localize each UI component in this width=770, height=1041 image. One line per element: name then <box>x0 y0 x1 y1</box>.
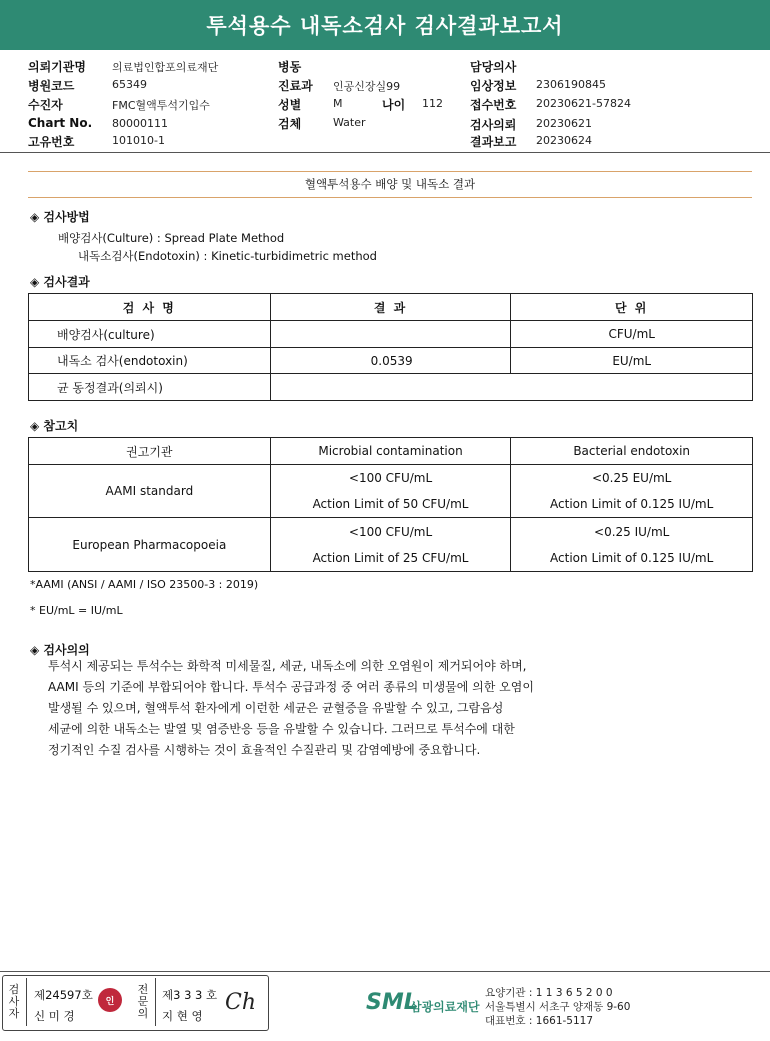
results-header-row <box>29 294 753 321</box>
header-label-ward: 병동 <box>278 60 302 74</box>
result-value-identification <box>270 374 752 401</box>
significance-line: 발생될 수 있으며, 혈액투석 환자에게 이런한 세균은 균혈증을 유발할 수 있고, 그람음성 <box>48 701 504 715</box>
results-col-result: 결 과 <box>270 294 511 321</box>
header-label-doctor: 담당의사 <box>470 60 517 74</box>
reference-micro-aami-limit: <100 CFU/mL <box>348 471 433 485</box>
report-title: 투석용수 내독소검사 검사결과보고서 <box>206 14 564 38</box>
header-value-patient: FMC혈액투석기입수 <box>112 99 210 112</box>
results-heading: ◈ 검사결과 <box>30 275 90 289</box>
result-value-endotoxin: 0.0539 <box>270 348 511 374</box>
table-row <box>29 321 753 348</box>
header-value-hospital-code: 65349 <box>112 78 147 91</box>
significance-line: 세균에 의한 내독소는 발열 및 염증반응 등을 유발할 수 있습니다. 그러므로 투석수에 대한 <box>48 722 515 736</box>
header-value-request-date: 20230621 <box>536 117 592 130</box>
header-value-institution: 의료법인합포의료재단 <box>112 61 219 74</box>
header-label-report-date: 결과보고 <box>470 135 517 149</box>
reviewer-separator <box>155 978 156 1026</box>
header-divider <box>0 152 770 153</box>
reference-endo-ep-limit: <0.25 IU/mL <box>594 524 670 539</box>
contact-phone: 대표번호 : 1661-5117 <box>485 1015 594 1027</box>
org-name: 삼광의료재단 <box>410 1000 480 1014</box>
reviewer-label: 전문의 <box>137 983 149 1020</box>
reference-micro-ep <box>270 518 511 572</box>
reviewer-name: 지 현 영 <box>162 1009 203 1023</box>
table-row <box>29 518 753 572</box>
header-label-department: 진료과 <box>278 79 313 93</box>
contact-address: 서울특별시 서초구 양재동 9-60 <box>485 1001 631 1013</box>
header-value-sex: M <box>333 97 343 110</box>
table-row <box>29 348 753 374</box>
result-name-culture: 배양검사(culture) <box>29 321 271 348</box>
contact-institution-code: 요양기관 : 1 1 3 6 5 2 0 0 <box>485 987 613 999</box>
header-value-clinical-info: 2306190845 <box>536 78 606 91</box>
reference-endo-ep <box>511 518 753 572</box>
reference-micro-aami-action: Action Limit of 50 CFU/mL <box>312 497 469 511</box>
header-value-chart-no: 80000111 <box>112 117 168 130</box>
significance-line: 정기적인 수질 검사를 시행하는 것이 효율적인 수질관리 및 감염예방에 중요합니다. <box>48 743 481 757</box>
results-table <box>28 293 753 401</box>
result-value-culture <box>270 321 511 348</box>
header-label-clinical-info: 임상정보 <box>470 79 517 93</box>
result-name-identification: 균 동정결과(의뢰시) <box>29 374 271 401</box>
significance-text <box>48 656 534 761</box>
reference-table <box>28 437 753 572</box>
subtitle-rule-bottom <box>28 197 752 198</box>
tester-separator <box>26 978 27 1026</box>
reviewer-signature: Ch <box>225 990 257 1015</box>
sml-logo: SML <box>366 990 418 1015</box>
table-row <box>29 374 753 401</box>
result-unit-culture: CFU/mL <box>511 321 753 348</box>
significance-line: 투석시 제공되는 투석수는 화학적 미세물질, 세균, 내독소에 의한 오염원이 제거되어야 하며, <box>48 659 527 673</box>
reviewer-license: 제3 3 3 호 <box>162 988 218 1002</box>
header-label-unique-no: 고유번호 <box>28 135 75 149</box>
reference-heading: ◈ 참고치 <box>30 419 79 433</box>
method-endotoxin: 내독소검사(Endotoxin) : Kinetic-turbidimetric method <box>78 249 377 263</box>
header-label-specimen: 검체 <box>278 117 302 131</box>
reference-endo-aami <box>511 465 753 518</box>
reference-col-org: 권고기관 <box>29 438 271 465</box>
significance-heading: ◈ 검사의의 <box>30 643 90 657</box>
reference-micro-aami <box>270 465 511 518</box>
method-culture: 배양검사(Culture) : Spread Plate Method <box>58 231 285 245</box>
reference-endo-ep-action: Action Limit of 0.125 IU/mL <box>550 550 714 565</box>
header-value-report-date: 20230624 <box>536 134 592 147</box>
reference-org-ep: European Pharmacopoeia <box>29 518 271 572</box>
method-heading: ◈ 검사방법 <box>30 210 90 224</box>
tester-name: 신 미 경 <box>34 1009 75 1023</box>
tester-label: 검사자 <box>8 983 20 1020</box>
reference-col-micro: Microbial contamination <box>270 438 511 465</box>
header-label-patient: 수진자 <box>28 98 63 112</box>
reference-org-aami: AAMI standard <box>29 465 271 518</box>
header-value-department: 인공신장실99 <box>333 80 401 93</box>
reference-endo-aami-limit: <0.25 EU/mL <box>591 471 672 485</box>
tester-stamp: 인 <box>98 988 122 1012</box>
header-label-request-date: 검사의뢰 <box>470 118 517 132</box>
contact-info <box>485 986 630 1028</box>
header-label-age: 나이 <box>382 98 406 112</box>
reference-micro-ep-limit: <100 CFU/mL <box>348 524 433 539</box>
note-aami: *AAMI (ANSI / AAMI / ISO 23500-3 : 2019) <box>30 578 259 591</box>
header-label-receipt-no: 접수번호 <box>470 98 517 112</box>
reference-endo-aami-action: Action Limit of 0.125 IU/mL <box>550 497 714 511</box>
results-col-name: 검 사 명 <box>29 294 271 321</box>
result-unit-endotoxin: EU/mL <box>511 348 753 374</box>
tester-license: 제24597호 <box>34 988 93 1002</box>
report-subtitle: 혈액투석용수 배양 및 내독소 결과 <box>304 177 476 191</box>
report-title-bar <box>0 0 770 50</box>
header-value-receipt-no: 20230621-57824 <box>536 97 631 110</box>
header-value-specimen: Water <box>333 116 366 129</box>
result-name-endotoxin: 내독소 검사(endotoxin) <box>29 348 271 374</box>
header-label-sex: 성별 <box>278 98 302 112</box>
header-label-hospital-code: 병원코드 <box>28 79 75 93</box>
header-label-institution: 의뢰기관명 <box>28 60 86 74</box>
reference-col-endo: Bacterial endotoxin <box>511 438 753 465</box>
reference-micro-ep-action: Action Limit of 25 CFU/mL <box>312 550 469 565</box>
results-col-unit: 단 위 <box>511 294 753 321</box>
reference-header-row <box>29 438 753 465</box>
header-value-unique-no: 101010-1 <box>112 134 165 147</box>
table-row <box>29 465 753 518</box>
footer-divider <box>0 971 770 972</box>
note-units: * EU/mL = IU/mL <box>30 604 123 617</box>
subtitle-rule-top <box>28 171 752 172</box>
significance-line: AAMI 등의 기준에 부합되어야 합니다. 투석수 공급과정 중 여러 종류의 미생물에 의한 오염이 <box>48 680 534 694</box>
header-label-chart-no: Chart No. <box>28 116 93 130</box>
header-value-age: 112 <box>422 97 443 110</box>
